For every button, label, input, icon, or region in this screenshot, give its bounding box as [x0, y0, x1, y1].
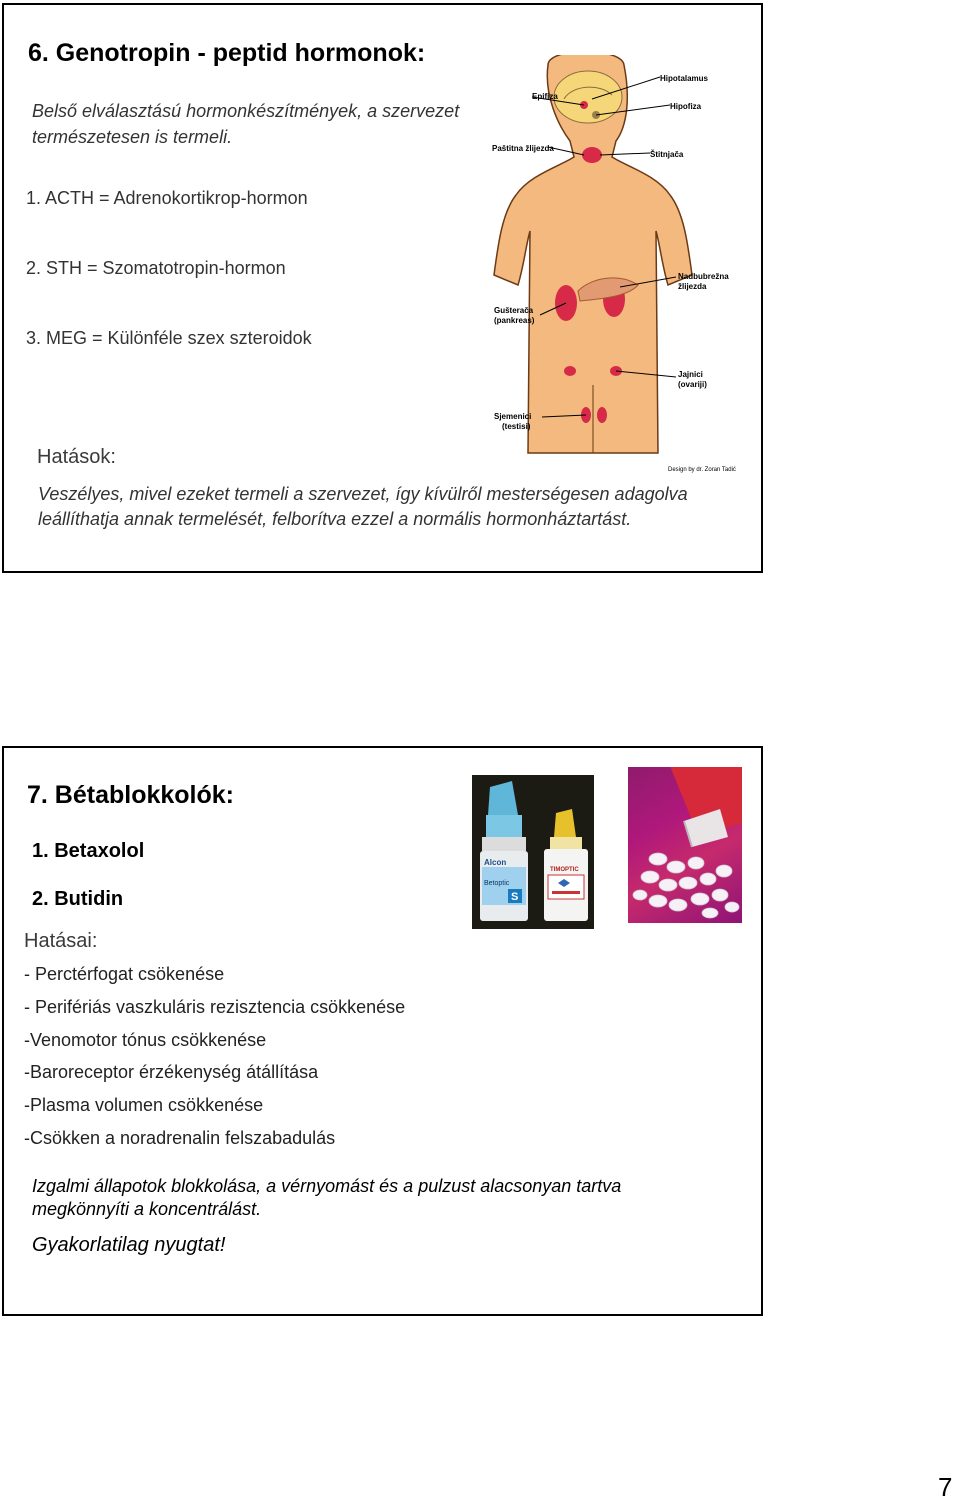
pills-photo — [628, 767, 742, 923]
label-gusteraca-2: (pankreas) — [494, 316, 535, 325]
slide-title-2: 7. Bétablokkolók: — [27, 781, 234, 809]
label-jajnici-2: (ovariji) — [678, 380, 707, 389]
effects-line-2: leállíthatja annak termelését, felborítva ezzel a normális hormonháztartást. — [38, 509, 632, 529]
effects-line-1: Veszélyes, mivel ezeket termeli a szervezet, így kívülről mesterségesen adagolva — [38, 484, 688, 504]
label-credit: Design by dr. Zoran Tadić — [668, 467, 736, 473]
ovary-left — [564, 366, 576, 376]
effects-heading-2: Hatásai: — [24, 930, 98, 952]
brain — [554, 71, 622, 123]
label-epifiza: Epifiza — [532, 92, 558, 101]
conclusion: Gyakorlatilag nyugtat! — [32, 1234, 226, 1256]
hormone-item-meg: 3. MEG = Különféle szex szteroidok — [26, 328, 312, 348]
label-sjemenici-1: Sjemenici — [494, 412, 532, 421]
page-number: 7 — [938, 1472, 953, 1502]
label-hipofiza: Hipofiza — [670, 102, 702, 111]
effect-item: - Perifériás vaszkuláris rezisztencia csökkenése — [24, 997, 406, 1017]
slide-genotropin — [2, 3, 763, 573]
intro-line-2: természetesen is termeli. — [32, 127, 233, 147]
label-nadbubrezna-2: žlijezda — [678, 282, 707, 291]
effect-item: -Csökken a noradrenalin felszabadulás — [24, 1128, 336, 1148]
bottle-name-timoptic: TIMOPTIC — [550, 867, 579, 873]
bottles-illustration — [472, 775, 594, 929]
endocrine-diagram — [488, 55, 750, 475]
label-sjemenici-2: (testisi) — [502, 422, 531, 431]
label-stitnjaca: Štitnjača — [650, 150, 684, 159]
effect-item: -Baroreceptor érzékenység átállítása — [24, 1062, 319, 1082]
label-jajnici-1: Jajnici — [678, 370, 703, 379]
testis-right — [597, 407, 607, 423]
intro-line-1: Belső elválasztású hormonkészítmények, a szervezet — [32, 101, 460, 121]
label-nadbubrezna-1: Nadbubrežna — [678, 272, 729, 281]
slide-title: 6. Genotropin - peptid hormonok: — [28, 39, 426, 67]
effect-item: -Venomotor tónus csökkenése — [24, 1030, 267, 1050]
effect-item: - Perctérfogat csökenése — [24, 964, 225, 984]
bottle-brand-alcon: Alcon — [484, 858, 507, 867]
note-line-1: Izgalmi állapotok blokkolása, a vérnyomást és a pulzust alacsonyan tartva — [32, 1176, 622, 1196]
thyroid — [582, 147, 602, 163]
label-pastitna: Paštitna žlijezda — [492, 144, 554, 153]
label-gusteraca-1: Gušterača — [494, 306, 534, 315]
label-hipotalamus: Hipotalamus — [660, 74, 709, 83]
bottle-badge-s: S — [511, 891, 519, 903]
hormone-item-acth: 1. ACTH = Adrenokortikrop-hormon — [26, 188, 308, 208]
note-line-2: megkönnyíti a koncentrálást. — [32, 1199, 262, 1219]
drug-item-betaxolol: 1. Betaxolol — [32, 840, 145, 862]
hormone-item-sth: 2. STH = Szomatotropin-hormon — [26, 258, 286, 278]
effects-heading: Hatások: — [37, 446, 116, 468]
drug-item-butidin: 2. Butidin — [32, 888, 124, 910]
bottle-name-betoptic: Betoptic — [484, 880, 510, 887]
eye-drop-bottles-photo — [472, 775, 594, 929]
pills-illustration — [628, 767, 742, 923]
effect-item: -Plasma volumen csökkenése — [24, 1095, 264, 1115]
